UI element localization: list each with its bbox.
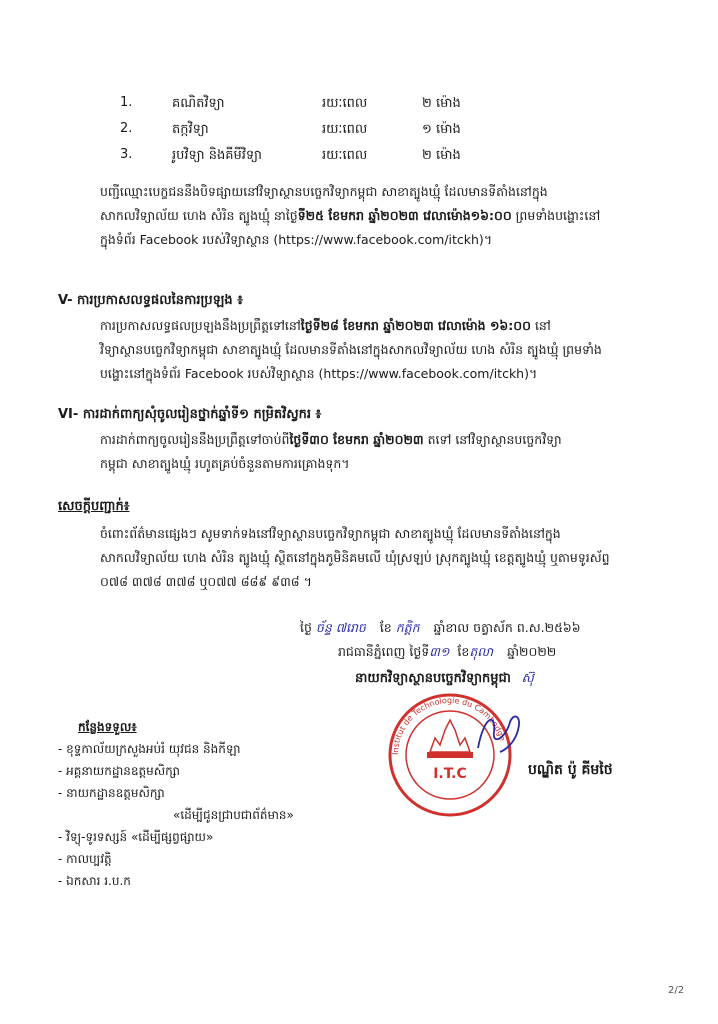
para-line: បញ្ជីឈ្មោះបេក្ខជននឹងបិទផ្សាយនៅវិទ្យាស្ថានបច្ចេកវិទ្យាកម្ពុជា សាខាត្បូងឃ្មុំ ដែលមានទីតាំងនៅក្នុង (100, 184, 548, 199)
para-text: ការប្រកាសលទ្ធផលប្រឡងនឹងប្រព្រឹត្តទៅនៅ (100, 318, 301, 333)
subject-hours: ១ ម៉ោង (422, 122, 461, 137)
signatory-title-text: នាយកវិទ្យាស្ថានបច្ចេកវិទ្យាកម្ពុជា (355, 671, 511, 686)
subject-duration-label: រយៈពេល (322, 122, 368, 137)
para-text: សាកលវិទ្យាល័យ ហេង សំរិន ត្បូងឃ្មុំ នាថ្ងៃ (100, 208, 298, 223)
para-text: ព្រមទាំងបង្ហោះនៅ (511, 208, 601, 223)
page-number: 2/2 (668, 985, 685, 996)
signature-scribble-icon (470, 708, 530, 758)
subject-duration-label: រយៈពេល (322, 96, 368, 111)
para-line: កម្ពុជា សាខាត្បូងឃ្មុំ រហូតគ្រប់ចំនួនតាមការគ្រោងទុក។ (100, 456, 350, 471)
signatory-name: បណ្ឌិត ប៉ូ គីមថៃ (528, 762, 613, 778)
seal-center-text: I.T.C (433, 766, 467, 782)
solar-date-line (338, 644, 556, 663)
date-text: ថ្ងៃ (300, 620, 312, 635)
date-text: រាជធានីភ្នំពេញ ថ្ងៃទី (338, 644, 430, 659)
subject-row (120, 95, 502, 114)
handwritten-month: តុលា (469, 644, 494, 659)
recipients-block (58, 716, 294, 892)
para-line (100, 204, 660, 228)
para-text: ការដាក់ពាក្យចូលរៀននឹងប្រព្រឹត្តទៅចាប់ពី (100, 432, 290, 447)
date-text: ឆ្នាំ២០២២ (507, 644, 557, 659)
subject-number: 1. (120, 95, 133, 110)
para-line: វិទ្យាស្ថានបច្ចេកវិទ្យាកម្ពុជា សាខាត្បូងឃ្មុំ ដែលមានទីតាំងនៅក្នុងសាកលវិទ្យាល័យ ហេង សំរិន ត្បូងឃ្មុំ ព្រមទាំង (100, 342, 602, 357)
lunar-date-line (300, 620, 581, 639)
subject-row (120, 147, 502, 166)
recipients-heading: កន្លែងទទួល៖ (78, 720, 137, 734)
note-paragraph (100, 522, 660, 594)
section-6-paragraph (100, 428, 660, 476)
note-heading: សេចក្តីបញ្ជាក់៖ (58, 499, 130, 514)
candidate-list-paragraph (100, 180, 660, 252)
para-text: នៅ (530, 318, 551, 333)
para-line: ០៧៨ ៣៧៨ ៣៧៨ ឬ០៧៧ ៨៨៩ ៩៣៨ ។ (100, 574, 312, 589)
para-text: តទៅ នៅវិទ្យាស្ថានបច្ចេកវិទ្យា (423, 432, 562, 447)
para-line: ចំពោះព័ត៌មានផ្សេងៗ សូមទាក់ទងនៅវិទ្យាស្ថានបច្ចេកវិទ្យាកម្ពុជា សាខាត្បូងឃ្មុំ ដែលមានទីតាំងនៅក្នុង (100, 526, 561, 541)
subject-name: រូបវិទ្យា និងគីមីវិទ្យា (172, 148, 262, 163)
recipient-item: - ខុទ្ទកាល័យក្រសួងអប់រំ យុវជន និងកីឡា (58, 742, 241, 756)
date-text: ខែ (379, 620, 392, 635)
subject-hours: ២ ម៉ោង (422, 96, 461, 111)
recipient-item: - អគ្គនាយកដ្ឋានឧត្តមសិក្សា (58, 764, 180, 778)
subject-name: គណិតវិទ្យា (172, 96, 225, 111)
section-5-heading: V- ការប្រកាសលទ្ធផលនៃការប្រឡង ៖ (58, 293, 243, 308)
para-line: បង្ហោះនៅក្នុងទំព័រ Facebook របស់វិទ្យាស្ថាន (https://www.facebook.com/itckh)។ (100, 366, 538, 381)
para-emphasis: ទី២៥ ខែមករា ឆ្នាំ២០២៣ វេលាម៉ោង១៦:០០ (297, 208, 512, 223)
seal-ring-text: Institut de Technologie du Cambodge (390, 695, 507, 756)
handwritten-date: ច័ន្ទ ៧រោច (315, 620, 366, 635)
subject-number: 2. (120, 121, 133, 136)
handwritten-day: ៣១ (429, 644, 450, 659)
subject-row (120, 121, 502, 140)
handwritten-month: កត្ដិក (395, 620, 420, 635)
section-5-paragraph (100, 314, 660, 386)
subject-name: តក្កវិទ្យា (172, 122, 209, 137)
para-line: សាកលវិទ្យាល័យ ហេង សំរិន ត្បូងឃ្មុំ ស្ថិតនៅក្នុងភូមិនិគមលើ ឃុំស្រឡប់ ស្រុកត្បូងឃ្មុំ ខេត្តត្បូងឃ្មុំ ឬតាមទូរស័ព្ទ (100, 550, 610, 565)
recipient-item: - កាលប្បវត្តិ (58, 852, 112, 866)
para-line: ក្នុងទំព័រ Facebook របស់វិទ្យាស្ថាន (https://www.facebook.com/itckh)។ (100, 232, 493, 247)
subject-hours: ២ ម៉ោង (422, 148, 461, 163)
date-text: ខែ (457, 644, 470, 659)
handwritten-mark: ស៊ុ (521, 671, 534, 686)
signatory-title (355, 670, 534, 689)
subject-number: 3. (120, 147, 133, 162)
section-6-heading: VI- ការដាក់ពាក្យសុំចូលរៀនថ្នាក់ឆ្នាំទី១ កម្រិតវិស្វករ ៖ (58, 407, 322, 422)
para-emphasis: ថ្ងៃទី៣០ ខែមករា ឆ្នាំ២០២៣ (289, 432, 424, 447)
recipient-item: «ដើម្បីជូនជ្រាបជាព័ត៌មាន» (173, 808, 294, 822)
subject-duration-label: រយៈពេល (322, 148, 368, 163)
recipient-item: - នាយកដ្ឋានឧត្តមសិក្សា (58, 786, 165, 800)
recipient-item: - វិទ្យុ-ទូរទស្សន៍ «ដើម្បីផ្សព្វផ្សាយ» (58, 830, 214, 844)
para-emphasis: ថ្ងៃទី២៨ ខែមករា ឆ្នាំ២០២៣ វេលាម៉ោង ១៦:០០ (300, 318, 531, 333)
para-line (100, 314, 660, 338)
recipient-item: - ឯកសារ រ.ប.ក (58, 874, 131, 888)
para-line (100, 428, 660, 452)
date-text: ឆ្នាំខាល ចត្វាស័ក ព.ស.២៥៦៦ (433, 620, 581, 635)
